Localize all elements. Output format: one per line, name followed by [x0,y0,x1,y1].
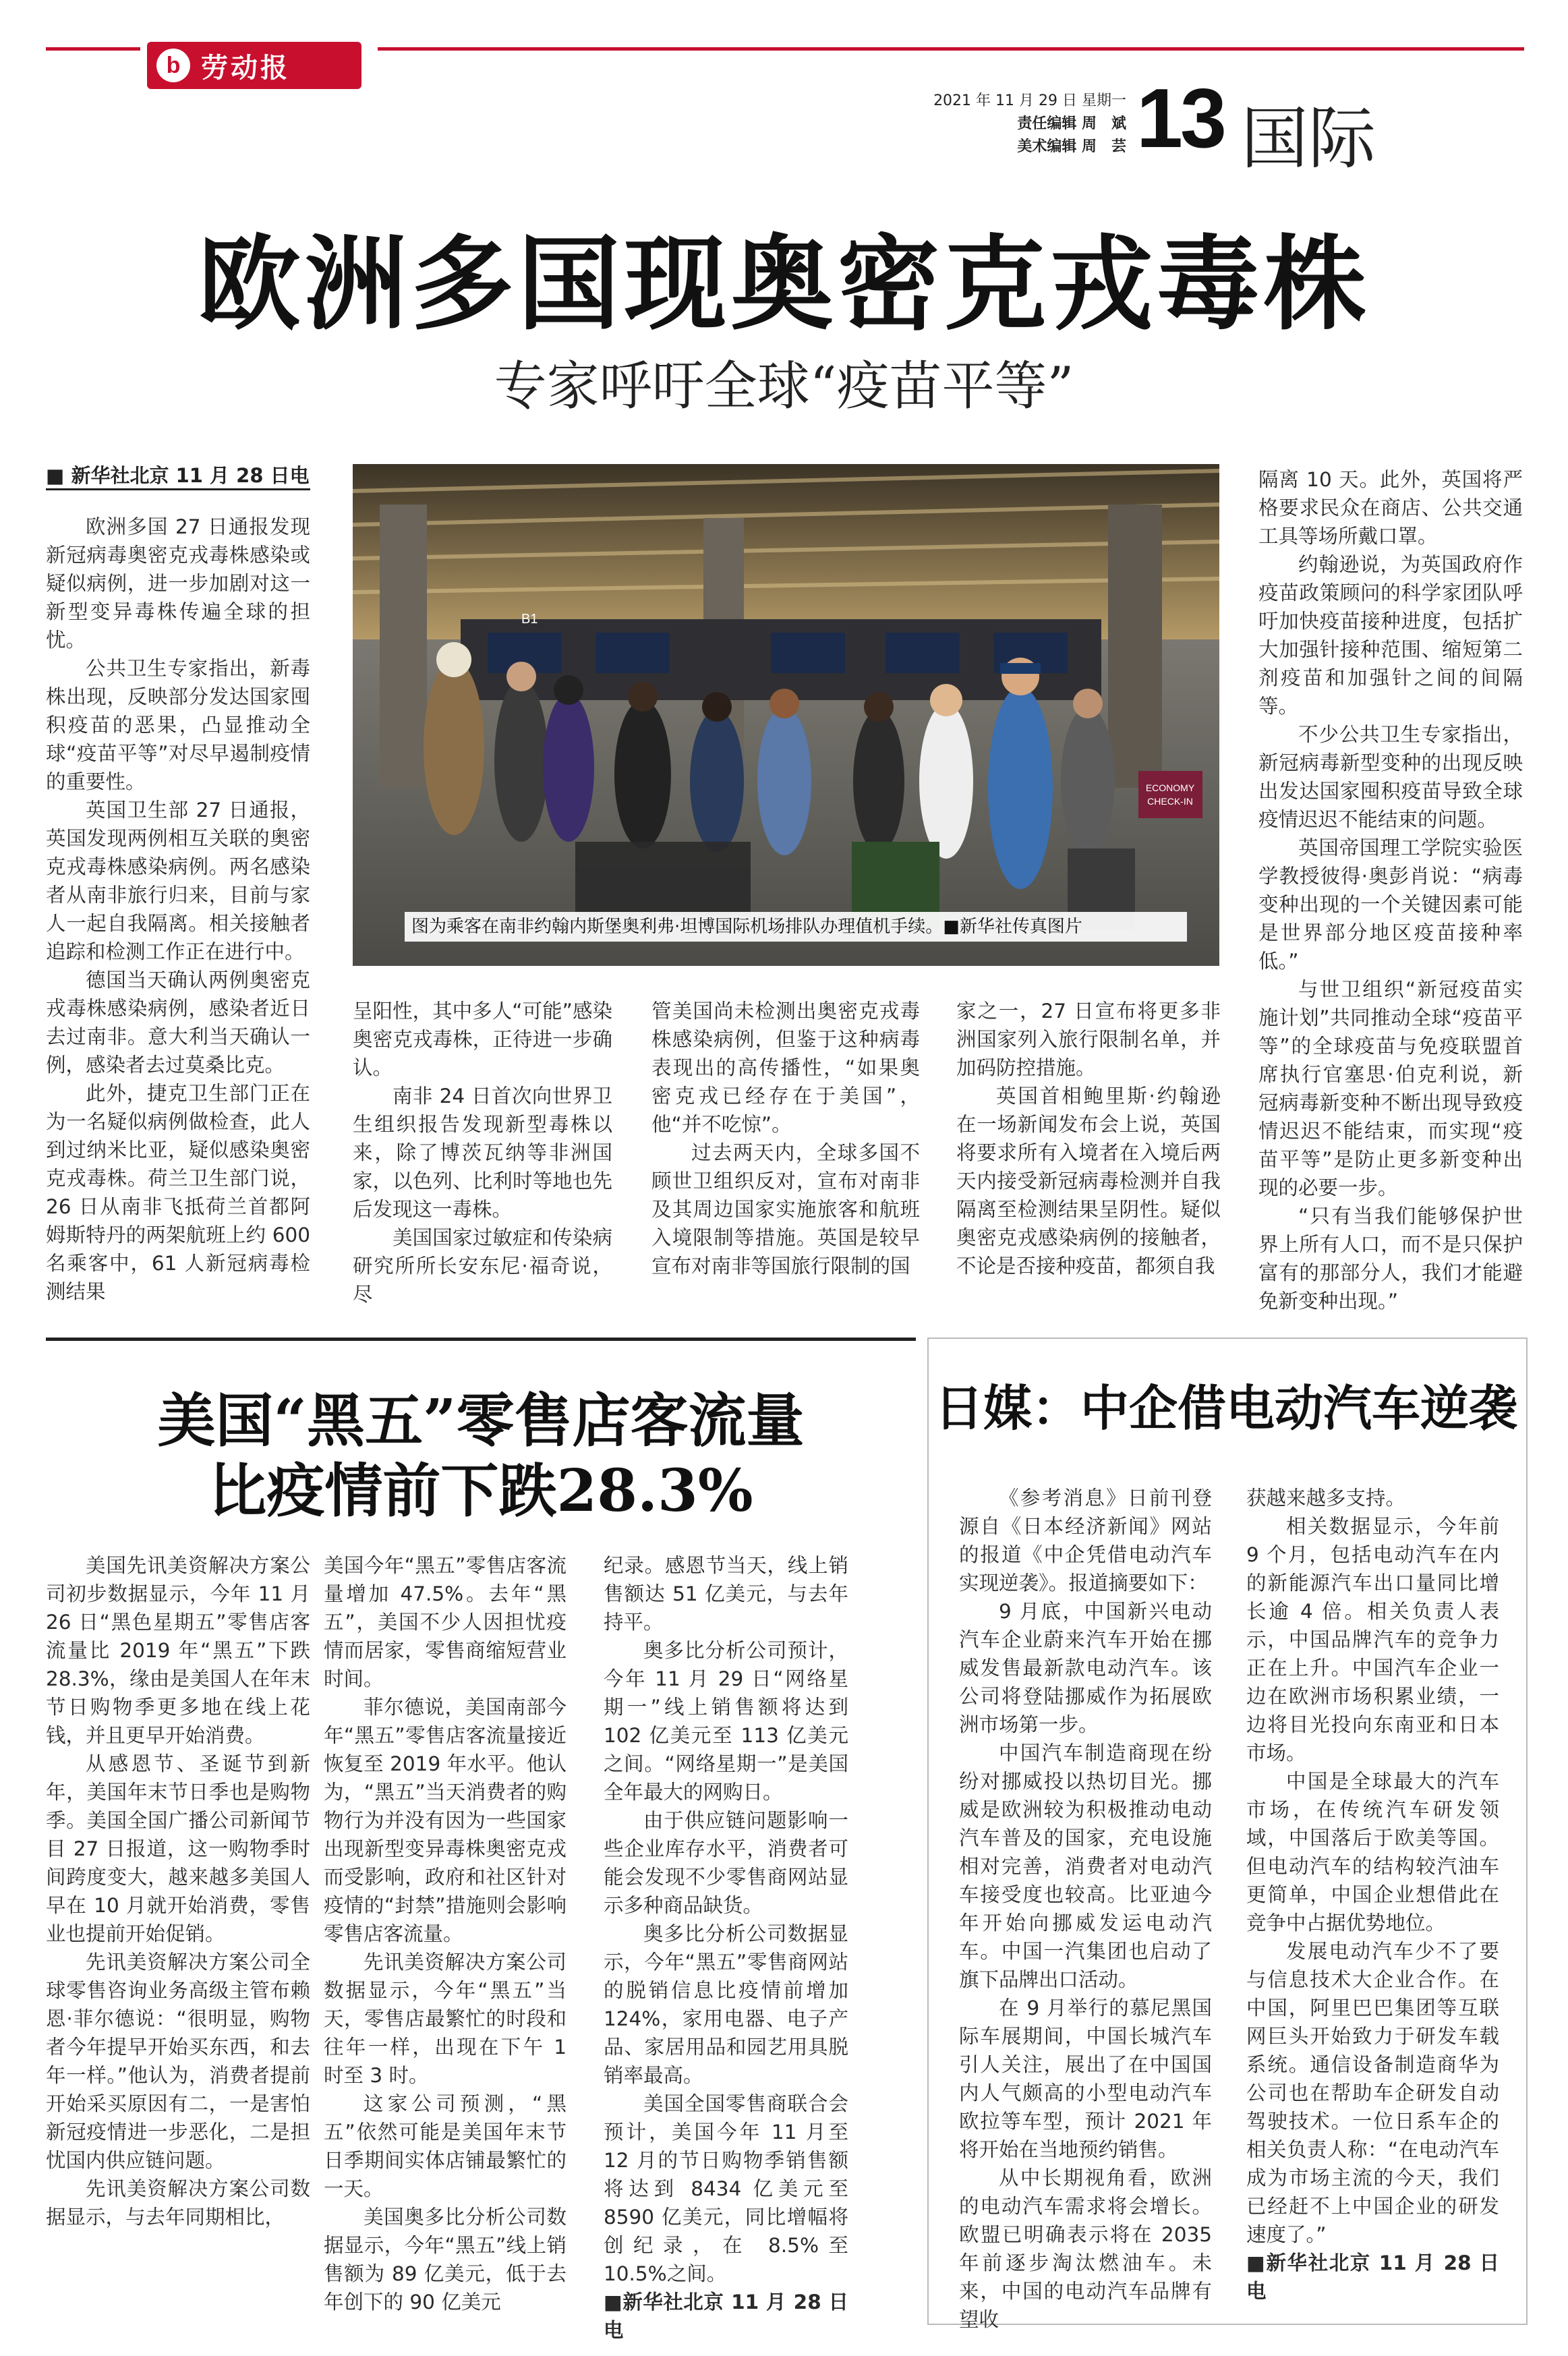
paragraph: 奥多比分析公司数据显示，今年“黑五”零售商网站的脱销信息比疫情前增加 124%，家用电器、电子产品、家居用品和园艺用具脱销率最高。 [604,1922,848,2087]
paragraph: 美国全国零售商联合会预计，美国今年 11 月至 12 月的节日购物季销售额将达到 8434 亿美元至 8590 亿美元，同比增幅将创纪录，在 8.5%至 10.5%之间。 [604,2092,848,2285]
airport-photo [353,464,1219,966]
paragraph: 英国帝国理工学院实验医学教授彼得·奥彭肖说：“病毒变种出现的一个关键因素可能是世界部分地区疫苗接种率低。” [1258,836,1523,973]
paragraph: 欧洲多国 27 日通报发现新冠病毒奥密克戎毒株感染或疑似病例，进一步加剧对这一新型变异毒株传遍全球的担忧。 [46,515,310,652]
paragraph: 从感恩节、圣诞节到新年，美国年末节日季也是购物季。美国全国广播公司新闻节目 27 日报道，这一购物季时间跨度变大，越来越多美国人早在 10 月就开始消费，零售业也提前开始促销。 [46,1752,310,1945]
newspaper-logo [147,42,361,89]
paragraph: 不少公共卫生专家指出，新冠病毒新型变种的出现反映出发达国家囤积疫苗导致全球疫情迟迟不能结束的问题。 [1258,723,1523,831]
paragraph: 美国先讯美资解决方案公司初步数据显示，今年 11 月 26 日“黑色星期五”零售店客流量比 2019 年“黑五”下跌 28.3%，缘由是美国人在年末节日购物季更多地在线上花钱，并且更早开始消费。 [46,1554,310,1747]
paragraph: 发展电动汽车少不了要与信息技术大企业合作。在中国，阿里巴巴集团等互联网巨头开始致力于研发车载系统。通信设备制造商华为公司也在帮助车企研发自动驾驶技术。一位日系车企的相关负责人称：“在电动汽车成为市场主流的今天，我们已经赶不上中国企业的研发速度了。” [1246,1940,1499,2246]
main-column-1 [46,513,310,1306]
headline-line-2: 比疫情前下跌28.3% [208,1457,753,1525]
paragraph: 德国当天确认两例奥密克戎毒株感染病例，感染者近日去过南非。意大利当天确认一例，感染者去过莫桑比克。 [46,969,310,1076]
main-column-4 [956,997,1221,1280]
dateline-rule [46,488,310,490]
paragraph: 纪录。感恩节当天，线上销售额达 51 亿美元，与去年持平。 [604,1554,848,1634]
paragraph: 在 9 月举行的慕尼黑国际车展期间，中国长城汽车引人关注，展出了在中国国内人气颇高的小型电动汽车欧拉等车型，预计 2021 年将开始在当地预约销售。 [959,1996,1212,2161]
main-column-5 [1258,465,1523,1315]
black-friday-headline [46,1386,916,1526]
paragraph: 约翰逊说，为英国政府作疫苗政策顾问的科学家团队呼吁加快疫苗接种进度，包括扩大加强针接种范围、缩短第二剂疫苗和加强针之间的间隔等。 [1258,553,1523,718]
paragraph: 家之一，27 日宣布将更多非洲国家列入旅行限制名单，并加码防控措施。 [956,1000,1221,1079]
paragraph: 由于供应链问题影响一些企业库存水平，消费者可能会发现不少零售商网站显示多种商品缺货。 [604,1809,848,1917]
black-friday-column-3 [604,1551,848,2345]
signoff: ■新华社北京 11 月 28 日电 [1246,2251,1499,2303]
main-headline: 欧洲多国现奥密克戎毒株 [198,223,1370,344]
paragraph: 中国是全球最大的汽车市场，在传统汽车研发领域，中国落后于欧美等国。但电动汽车的结构较汽油车更简单，中国企业想借此在竞争中占据优势地位。 [1246,1770,1499,1934]
issue-date: 2021 年 11 月 29 日 星期一 [933,92,1126,109]
section-divider [46,1338,916,1341]
paragraph: 隔离 10 天。此外，英国将严格要求民众在商店、公共交通工具等场所戴口罩。 [1258,468,1523,548]
logo-text: 劳动报 [201,51,290,84]
airport-photo-illustration [353,464,1219,966]
photo-caption: 图为乘客在南非约翰内斯堡奥利弗·坦博国际机场排队办理值机手续。■新华社传真图片 [405,912,1187,942]
paragraph: 管美国尚未检测出奥密克戎毒株感染病例，但鉴于这种病毒表现出的高传播性，“如果奥密克戎已经存在于美国”，他“并不吃惊”。 [651,1000,920,1136]
main-dateline: ■ 新华社北京 11 月 28 日电 [46,464,310,487]
economy-sign: ECONOMY [1145,782,1195,793]
logo-mark-icon: b [156,49,190,82]
paragraph: 获越来越多支持。 [1246,1487,1406,1510]
paragraph: 美国奥多比分析公司数据显示，今年“黑五”线上销售额为 89 亿美元，低于去年创下的 90 亿美元 [324,2206,567,2314]
main-subhead: 专家呼吁全球“疫苗平等” [494,356,1074,417]
paragraph: 先讯美资解决方案公司数据显示，今年“黑五”当天，零售店最繁忙的时段和往年一样，出现在下午 1 时至 3 时。 [324,1951,567,2087]
paragraph: 此外，捷克卫生部门正在为一名疑似病例做检查，此人到过纳米比亚，疑似感染奥密克戎毒株。荷兰卫生部门说，26 日从南非飞抵荷兰首都阿姆斯特丹的两架航班上约 600 名乘客中，61 人新冠病毒检测结果 [46,1082,310,1303]
paragraph: 南非 24 日首次向世界卫生组织报告发现新型毒株以来，除了博茨瓦纳等非洲国家，以色列、比利时等地也先后发现这一毒株。 [353,1085,612,1221]
black-friday-column-1 [46,1551,310,2231]
ev-headline: 日媒：中企借电动汽车逆袭 [934,1379,1517,1437]
headline-line-1: 美国“黑五”零售店客流量 [157,1387,805,1455]
paragraph: 菲尔德说，美国南部今年“黑五”零售店客流量接近恢复至 2019 年水平。他认为，“黑五”当天消费者的购物行为并没有因为一些国家出现新型变异毒株奥密克戎而受影响，政府和社区针对疫情的“封禁”措施则会影响零售店客流量。 [324,1696,567,1945]
main-column-3 [651,997,920,1280]
page-number: 13 [1136,72,1224,165]
ev-column-1 [959,1484,1212,2334]
paragraph: 先讯美资解决方案公司数据显示，与去年同期相比， [46,2177,310,2229]
checkin-sign: CHECK-IN [1147,796,1193,807]
paragraph: “只有当我们能够保护世界上所有人口，而不是只保护富有的那部分人，我们才能避免新变种出现。” [1258,1205,1523,1313]
paragraph: 美国今年“黑五”零售店客流量增加 47.5%。去年“黑五”，美国不少人因担忧疫情而居家，零售商缩短营业时间。 [324,1554,567,1690]
editor-line: 责任编辑 周 斌 [1017,115,1126,132]
paragraph: 英国卫生部 27 日通报，英国发现两例相互关联的奥密克戎毒株感染病例。两名感染者从南非旅行归来，目前与家人一起自我隔离。相关接触者追踪和检测工作正在进行中。 [46,799,310,963]
paragraph: 相关数据显示，今年前 9 个月，包括电动汽车在内的新能源汽车出口量同比增长逾 4 倍。相关负责人表示，中国品牌汽车的竞争力正在上升。中国汽车企业一边在欧洲市场积累业绩，一边将目光投向东南亚和日本市场。 [1246,1515,1499,1764]
ev-column-2 [1246,1484,1499,2305]
paragraph: 与世卫组织“新冠疫苗实施计划”共同推动全球“疫苗平等”的全球疫苗与免疫联盟首席执行官塞思·伯克利说，新冠病毒新变种不断出现导致疫情迟迟不能结束，而实现“疫苗平等”是防止更多新变种出现的必要一步。 [1258,978,1523,1199]
main-column-2 [353,997,612,1309]
paragraph: 美国国家过敏症和传染病研究所所长安东尼·福奇说，尽 [353,1226,612,1306]
paragraph: 这家公司预测，“黑五”依然可能是美国年末节日季期间实体店铺最繁忙的一天。 [324,2092,567,2200]
paragraph: 奥多比分析公司预计，今年 11 月 29 日“网络星期一”线上销售额将达到 102 亿美元至 113 亿美元之间。“网络星期一”是美国全年最大的网购日。 [604,1639,848,1804]
paragraph: 9 月底，中国新兴电动汽车企业蔚来汽车开始在挪威发售最新款电动汽车。该公司将登陆挪威作为拓展欧洲市场第一步。 [959,1600,1212,1736]
art-editor-line: 美术编辑 周 芸 [1017,138,1126,155]
paragraph: 公共卫生专家指出，新毒株出现，反映部分发达国家囤积疫苗的恶果，凸显推动全球“疫苗平等”对尽早遏制疫情的重要性。 [46,657,310,793]
signoff: ■新华社北京 11 月 28 日电 [604,2291,848,2342]
paragraph: 《参考消息》日前刊登源自《日本经济新闻》网站的报道《中企凭借电动汽车实现逆袭》。报道摘要如下： [959,1487,1212,1594]
black-friday-column-2 [324,1551,567,2316]
paragraph: 英国首相鲍里斯·约翰逊在一场新闻发布会上说，英国将要求所有入境者在入境后两天内接受新冠病毒检测并自我隔离至检测结果呈阴性。疑似奥密克戎感染病例的接触者，不论是否接种疫苗，都须自我 [956,1085,1221,1277]
paragraph: 先讯美资解决方案公司全球零售咨询业务高级主管布赖恩·菲尔德说：“很明显，购物者今年提早开始买东西，和去年一样。”他认为，消费者提前开始采买原因有二，一是害怕新冠疫情进一步恶化，二是担忧国内供应链问题。 [46,1951,310,2172]
paragraph: 呈阳性，其中多人“可能”感染奥密克戎毒株，正待进一步确认。 [353,1000,612,1079]
top-rule-left [46,47,140,51]
paragraph: 从中长期视角看，欧洲的电动汽车需求将会增长。欧盟已明确表示将在 2035 年前逐步淘汰燃油车。未来，中国的电动汽车品牌有望收 [959,2166,1212,2331]
section-title: 国际 [1241,99,1376,178]
paragraph: 中国汽车制造商现在纷纷对挪威投以热切目光。挪威是欧洲较为积极推动电动汽车普及的国家，充电设施相对完善，消费者对电动汽车接受度也较高。比亚迪今年开始向挪威发运电动汽车。中国一汽集团也启动了旗下品牌出口活动。 [959,1742,1212,1991]
sign-b1: B1 [521,612,538,627]
top-rule-right [378,47,1524,51]
paragraph: 过去两天内，全球多国不顾世卫组织反对，宣布对南非及其周边国家实施旅客和航班入境限制等措施。英国是较早宣布对南非等国旅行限制的国 [651,1141,920,1277]
